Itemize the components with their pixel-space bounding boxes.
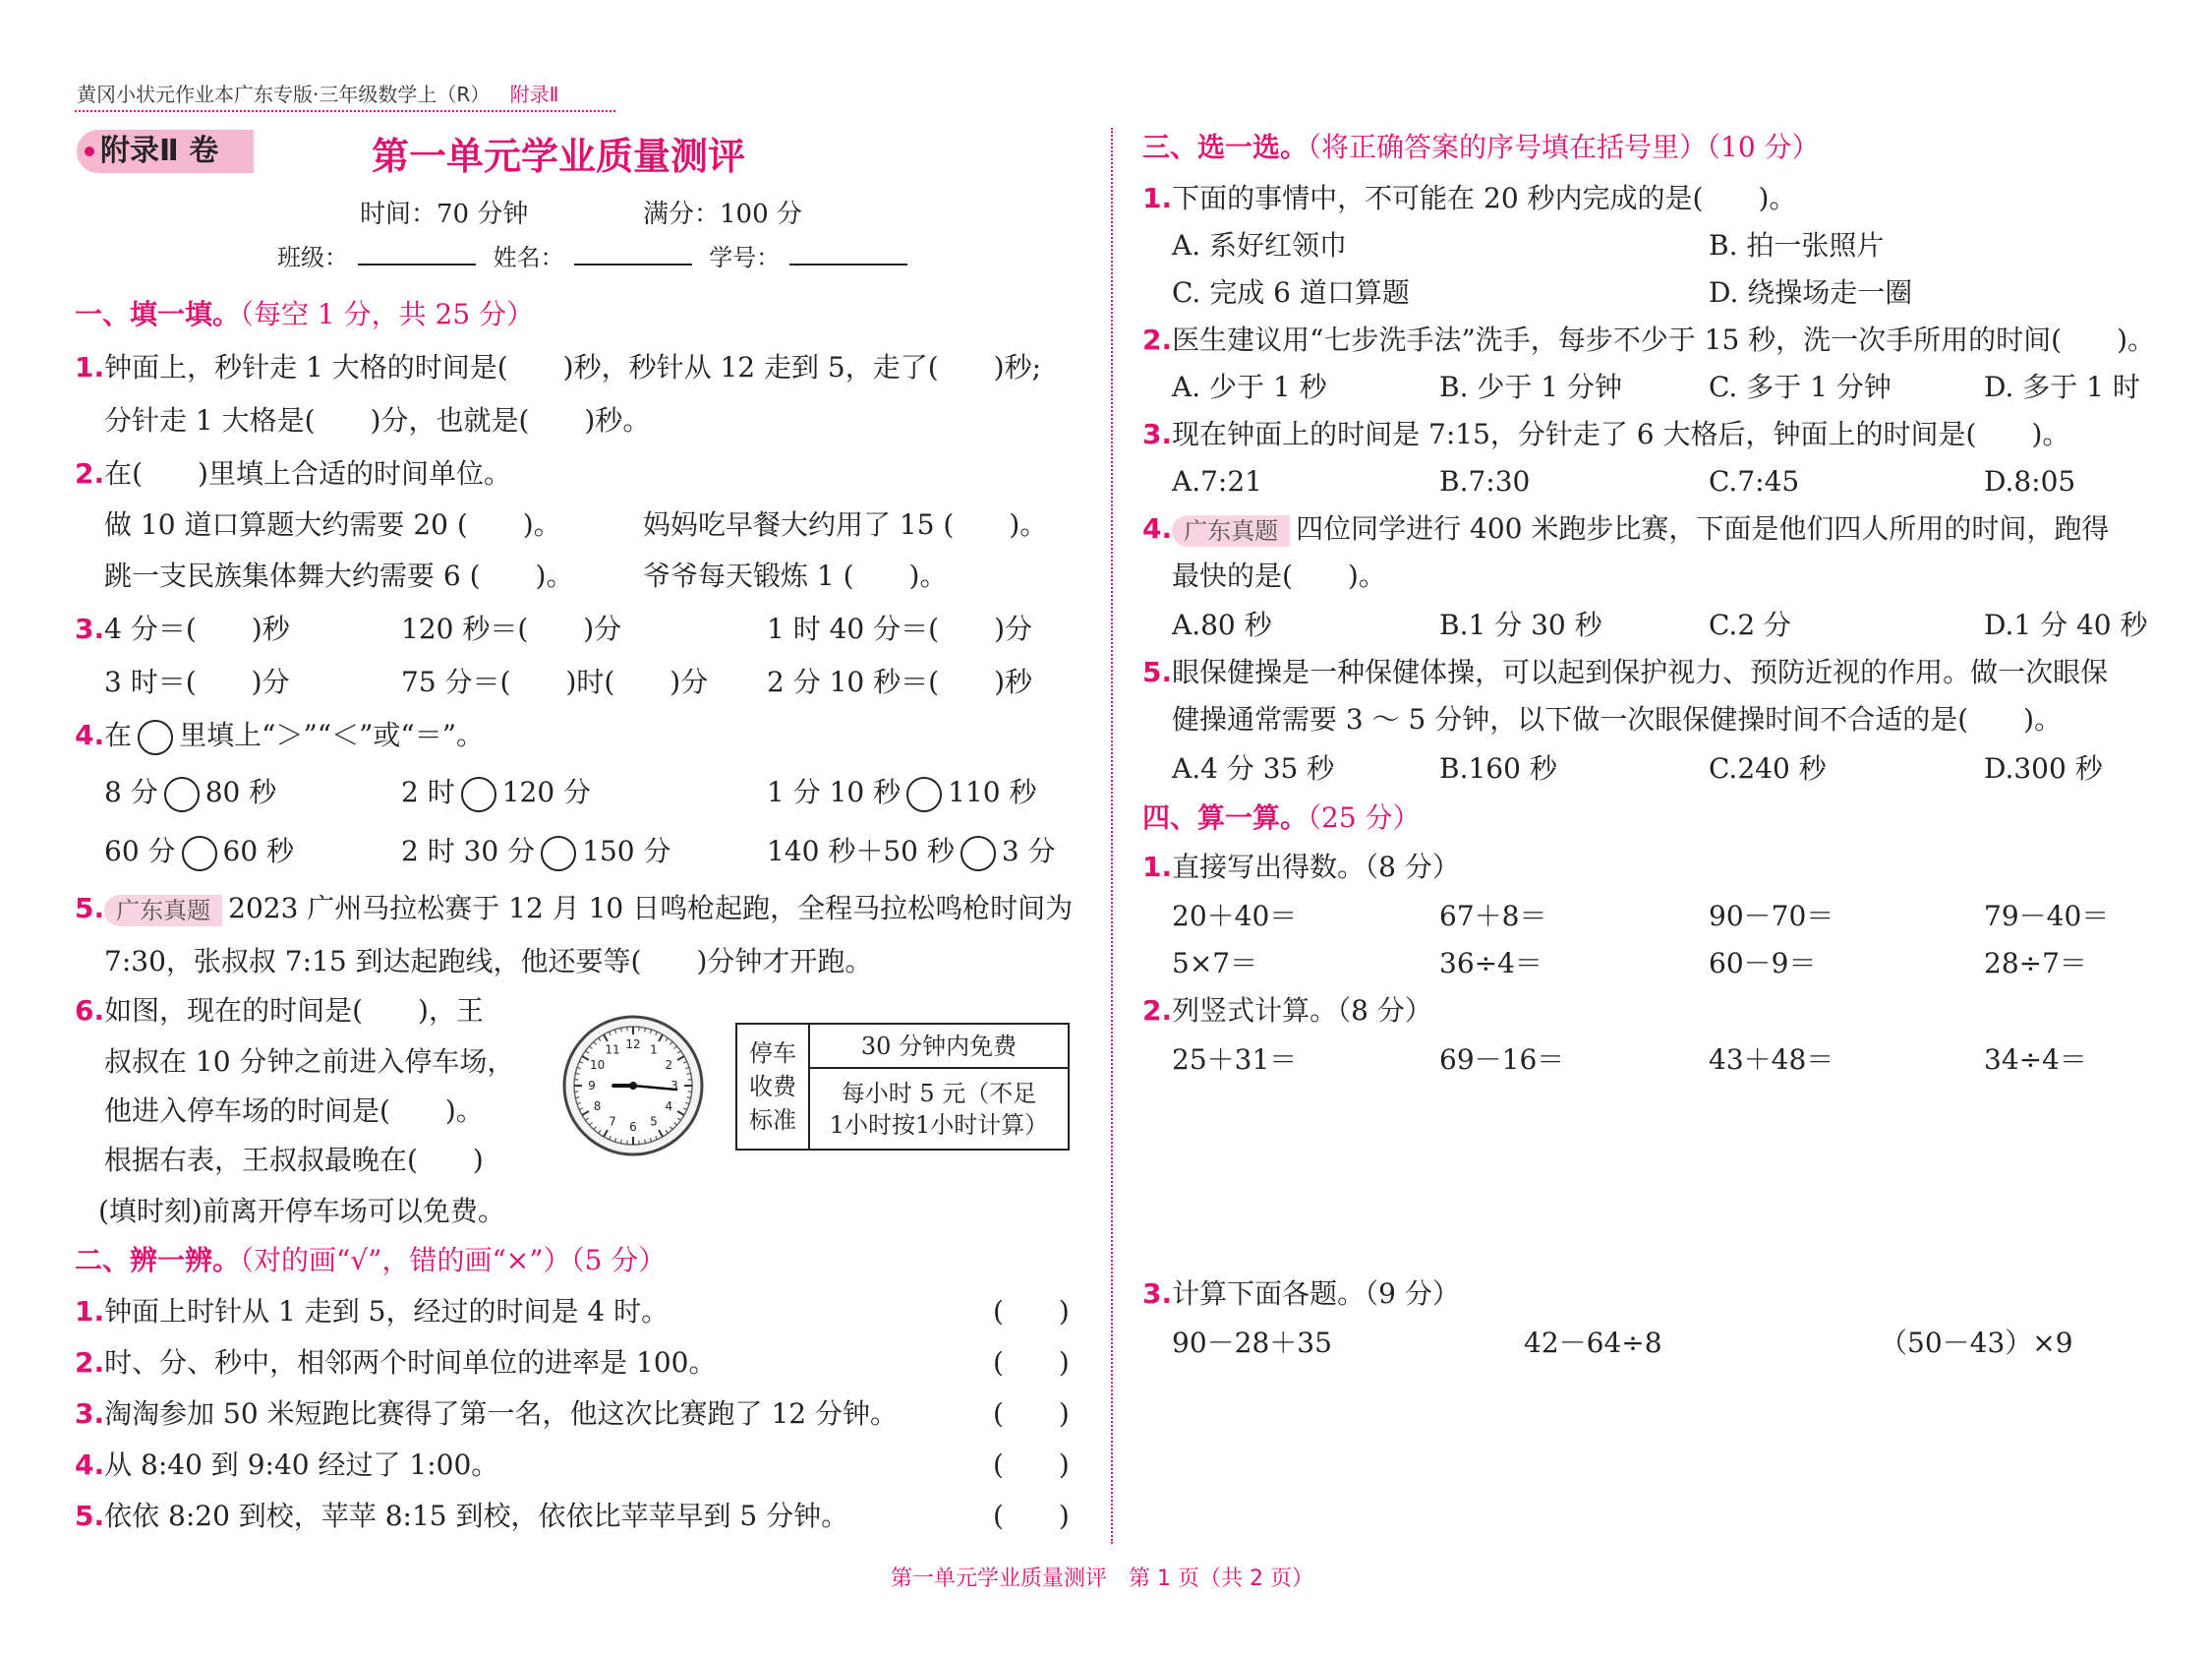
judge-item (75, 1394, 898, 1434)
q3-5-b[interactable]: B.160 秒 (1439, 752, 1557, 785)
compare-circle[interactable] (960, 836, 996, 871)
calc-item: 20＋40＝ (1172, 900, 1298, 932)
q-text: 时、分、秒中，相邻两个时间单位的进率是 100。 (104, 1346, 717, 1379)
left: 2 时 30 分 (401, 835, 536, 867)
compare-circle[interactable] (138, 720, 173, 755)
q1-1 (75, 348, 1041, 387)
q-text: 眼保健操是一种保健体操，可以起到保护视力、预防近视的作用。做一次眼保 (1172, 656, 2109, 688)
section-1-title (75, 293, 534, 332)
header-text: 黄冈小状元作业本广东专版·三年级数学上（R） (77, 83, 491, 106)
q-number: 3. (75, 613, 105, 645)
id-label: 学号： (709, 244, 781, 271)
q-number: 2. (1142, 994, 1173, 1027)
class-label: 班级： (277, 244, 348, 271)
compare-circle[interactable] (182, 836, 217, 871)
q1-6 (75, 991, 484, 1031)
q-text: 淘淘参加 50 米短跑比赛得了第一名，他这次比赛跑了 12 分钟。 (104, 1397, 898, 1430)
section-3-heading: 三、选一选。 (1142, 131, 1309, 163)
clock-icon (562, 1015, 704, 1156)
compare-circle[interactable] (461, 777, 496, 812)
calc-item: 67＋8＝ (1439, 900, 1547, 932)
q-text: 钟面上时针从 1 走到 5，经过的时间是 4 时。 (104, 1295, 669, 1328)
q1-5 (75, 889, 1073, 928)
calc-item: 28÷7＝ (1984, 947, 2087, 979)
right: 150 分 (582, 835, 671, 867)
q1-6-line2: 叔叔在 10 分钟之前进入停车场， (104, 1045, 515, 1078)
q3-1-d[interactable]: D. 绕操场走一圈 (1709, 276, 1913, 309)
answer-parentheses[interactable]: ( ) (993, 1500, 1070, 1532)
q3-5-c[interactable]: C.240 秒 (1709, 752, 1827, 785)
q-text: 下面的事情中，不可能在 20 秒内完成的是( )。 (1172, 182, 1797, 214)
exam-full-score: 满分：100 分 (643, 200, 802, 229)
right: 3 分 (1001, 835, 1056, 867)
calc-item: 42－64÷8 (1524, 1327, 1662, 1359)
q3-2-c[interactable]: C. 多于 1 分钟 (1709, 371, 1892, 403)
q-post: 里填上“＞”“＜”或“＝”。 (179, 719, 485, 751)
q-number: 6. (75, 994, 105, 1027)
q3-5-d[interactable]: D.300 秒 (1984, 752, 2103, 785)
q1-6-line3: 他进入停车场的时间是( )。 (104, 1094, 484, 1127)
calc-item: 90－28＋35 (1172, 1327, 1332, 1359)
section-3-note: （将正确答案的序号填在括号里）（10 分） (1308, 131, 1820, 163)
answer-parentheses[interactable]: ( ) (993, 1346, 1070, 1379)
page-footer: 第一单元学业质量测评 第 1 页（共 2 页） (891, 1566, 1313, 1591)
q-text: 四位同学进行 400 米跑步比赛，下面是他们四人所用的时间，跑得 (1296, 512, 2110, 545)
q1-4-a (104, 773, 276, 812)
clock-number: 2 (665, 1058, 673, 1072)
q-text: 在( )里填上合适的时间单位。 (104, 457, 511, 490)
right: 80 秒 (204, 776, 277, 808)
q1-4-e (401, 832, 671, 871)
table-row-1: 30 分钟内免费 (809, 1024, 1069, 1068)
right: 60 秒 (222, 835, 295, 867)
answer-parentheses[interactable]: ( ) (993, 1397, 1070, 1430)
compare-circle[interactable] (906, 777, 942, 812)
right: 120 分 (501, 776, 592, 808)
q3-2 (1142, 321, 2155, 360)
calc-item: 90－70＝ (1709, 900, 1834, 932)
q3-4-d[interactable]: D.1 分 40 秒 (1984, 609, 2148, 641)
q1-4-d (104, 832, 294, 871)
q3-3-a[interactable]: A.7:21 (1172, 465, 1262, 498)
section-1-heading: 一、填一填。 (75, 298, 241, 330)
q4-1 (1142, 848, 1460, 887)
answer-parentheses[interactable]: ( ) (993, 1448, 1070, 1481)
section-4-note: （25 分） (1308, 801, 1421, 834)
calc-item: 36÷4＝ (1439, 947, 1543, 979)
clock-number: 10 (589, 1058, 606, 1072)
clock-number: 3 (670, 1079, 678, 1093)
q1-3-a (75, 610, 290, 649)
judge-item (75, 1343, 716, 1383)
q-text: 钟面上，秒针走 1 大格的时间是( )秒，秒针从 12 走到 5，走了( )秒; (104, 351, 1042, 384)
calc-item: 25＋31＝ (1172, 1043, 1298, 1076)
calc-item: 5×7＝ (1172, 947, 1258, 979)
q3-1 (1142, 179, 1796, 218)
q1-6-line4: 根据右表，王叔叔最晚在( ) (104, 1144, 484, 1176)
q-text: 依依 8:20 到校，苹苹 8:15 到校，依依比苹苹早到 5 分钟。 (104, 1500, 849, 1532)
student-info (277, 238, 917, 277)
judge-item (75, 1497, 848, 1536)
calc-item: 79－40＝ (1984, 900, 2110, 932)
answer-parentheses[interactable]: ( ) (993, 1295, 1070, 1328)
column-divider (1111, 128, 1113, 1544)
q-number: 5. (75, 892, 105, 924)
q-text: 列竖式计算。（8 分） (1172, 994, 1432, 1027)
q3-4-c[interactable]: C.2 分 (1709, 609, 1792, 641)
q-text: 2023 广州马拉松赛于 12 月 10 日鸣枪起跑，全程马拉松鸣枪时间为 (228, 892, 1074, 924)
q-number: 4. (75, 1448, 105, 1481)
calc-item: 34÷4＝ (1984, 1043, 2087, 1076)
q1-3-f: 2 分 10 秒＝( )秒 (767, 666, 1032, 698)
header-divider (75, 110, 615, 112)
q-number: 3. (1142, 418, 1173, 450)
q-number: 5. (75, 1500, 105, 1532)
q3-4-a[interactable]: A.80 秒 (1172, 609, 1272, 641)
q-text: 医生建议用“七步洗手法”洗手，每步不少于 15 秒，洗一次手所用的时间( )。 (1172, 324, 2156, 356)
q3-5-a[interactable]: A.4 分 35 秒 (1172, 752, 1335, 785)
section-2-heading: 二、辨一辨。 (75, 1244, 241, 1276)
q-number: 2. (75, 457, 105, 490)
clock-number: 12 (625, 1037, 641, 1051)
q3-4-line2: 最快的是( )。 (1172, 560, 1386, 592)
row-2-line-1: 每小时 5 元（不足 (841, 1079, 1037, 1107)
q1-2 (75, 454, 511, 494)
row-2-line-2: 1小时按1小时计算） (829, 1110, 1049, 1139)
calc-item: 69－16＝ (1439, 1043, 1565, 1076)
left: 1 分 10 秒 (767, 776, 902, 808)
left: 60 分 (104, 835, 176, 867)
q3-3-c[interactable]: C.7:45 (1709, 465, 1800, 498)
q3-5 (1142, 653, 2108, 692)
q-number: 2. (75, 1346, 105, 1379)
q3-4 (1142, 509, 2109, 549)
q3-2-b[interactable]: B. 少于 1 分钟 (1439, 371, 1622, 403)
name-label: 姓名： (493, 244, 564, 271)
q-text: 从 8:40 到 9:40 经过了 1:00。 (104, 1448, 499, 1481)
left: 2 时 (401, 776, 455, 808)
clock-number: 9 (588, 1079, 596, 1093)
clock-number: 1 (650, 1042, 658, 1057)
q-number: 1. (75, 351, 105, 384)
guangdong-tag: 广东真题 (1172, 515, 1290, 547)
judge-item (75, 1446, 498, 1485)
clock-number: 5 (650, 1114, 658, 1129)
table-row-2 (809, 1068, 1069, 1150)
q-pre: 在 (104, 719, 133, 751)
clock-number: 11 (605, 1042, 620, 1057)
compare-circle[interactable] (541, 836, 576, 871)
q3-3 (1142, 415, 2069, 454)
q1-1-line2: 分针走 1 大格是( )分，也就是( )秒。 (104, 404, 651, 437)
clock-number: 8 (593, 1099, 602, 1113)
judge-item (75, 1292, 669, 1331)
q3-1-c[interactable]: C. 完成 6 道口算题 (1172, 276, 1410, 309)
q1-4-b (401, 773, 591, 812)
parking-fee-table (735, 1023, 1070, 1151)
table-header (736, 1024, 809, 1150)
calc-item: 60－9＝ (1709, 947, 1817, 979)
appendix-badge: 附录Ⅱ 卷 (77, 130, 254, 173)
q4-3 (1142, 1274, 1460, 1314)
q1-3-d: 3 时＝( )分 (104, 666, 290, 698)
q4-2 (1142, 991, 1432, 1031)
q1-4-c (767, 773, 1037, 812)
q-text: 计算下面各题。（9 分） (1172, 1277, 1460, 1310)
q3-3-d[interactable]: D.8:05 (1984, 465, 2076, 498)
clock-number: 6 (629, 1120, 637, 1134)
calc-item: 43＋48＝ (1709, 1043, 1834, 1076)
q3-3-b[interactable]: B.7:30 (1439, 465, 1531, 498)
q1-2-c: 跳一支民族集体舞大约需要 6 ( )。 (104, 560, 574, 592)
q-number: 2. (1142, 324, 1173, 356)
q3-5-line2: 健操通常需要 3 ～ 5 分钟，以下做一次眼保健操时间不合适的是( )。 (1172, 703, 2063, 736)
page-header (77, 79, 558, 107)
q3-4-b[interactable]: B.1 分 30 秒 (1439, 609, 1602, 641)
q-number: 1. (1142, 182, 1173, 214)
section-1-note: （每空 1 分，共 25 分） (240, 298, 535, 330)
q-number: 3. (1142, 1277, 1173, 1310)
class-field[interactable] (358, 242, 476, 266)
clock-number: 4 (665, 1099, 673, 1113)
q1-4 (75, 716, 484, 755)
compare-circle[interactable] (164, 777, 200, 812)
section-2-title (75, 1239, 666, 1278)
q3-2-a[interactable]: A. 少于 1 秒 (1172, 371, 1327, 403)
q1-2-d: 爷爷每天锻炼 1 ( )。 (643, 560, 948, 592)
section-4-title (1142, 797, 1421, 836)
q-number: 1. (1142, 851, 1173, 883)
q-text: 如图，现在的时间是( )，王 (104, 994, 484, 1027)
calc-item: （50－43）×9 (1880, 1327, 2073, 1359)
clock-number: 7 (609, 1114, 616, 1129)
q-number: 1. (75, 1295, 105, 1328)
q1-3-b: 120 秒＝( )分 (401, 613, 622, 645)
q1-3-e: 75 分＝( )时( )分 (401, 666, 709, 698)
q-number: 3. (75, 1397, 105, 1430)
q1-4-f (767, 832, 1056, 871)
q3-2-d[interactable]: D. 多于 1 时 (1984, 371, 2140, 403)
section-4-heading: 四、算一算。 (1142, 801, 1309, 834)
right: 110 秒 (948, 776, 1037, 808)
name-field[interactable] (574, 242, 692, 266)
q1-2-b: 妈妈吃早餐大约用了 15 ( )。 (643, 508, 1048, 541)
left: 8 分 (104, 776, 158, 808)
q-text: 现在钟面上的时间是 7:15，分针走了 6 大格后，钟面上的时间是( )。 (1172, 418, 2070, 450)
id-field[interactable] (789, 242, 907, 266)
q-number: 4. (75, 719, 105, 751)
q3-1-a[interactable]: A. 系好红领巾 (1172, 229, 1348, 262)
q1-2-a: 做 10 道口算题大约需要 20 ( )。 (104, 508, 561, 541)
q-number: 4. (1142, 512, 1173, 545)
left: 140 秒＋50 秒 (767, 835, 955, 867)
page-title: 第一单元学业质量测评 (372, 135, 746, 178)
q3-1-b[interactable]: B. 拍一张照片 (1709, 229, 1885, 262)
table-head-text: 停车 收费 标准 (749, 1039, 796, 1134)
q-text: 直接写出得数。（8 分） (1172, 851, 1460, 883)
q-number: 5. (1142, 656, 1173, 688)
exam-time: 时间：70 分钟 (360, 200, 529, 229)
q1-5-line2: 7:30，张叔叔 7:15 到达起跑线，他还要等( )分钟才开跑。 (104, 945, 873, 977)
guangdong-tag: 广东真题 (104, 895, 222, 926)
section-3-title (1142, 126, 1820, 165)
header-tag: 附录Ⅱ (509, 83, 559, 106)
section-2-note: （对的画“√”，错的画“×”）（5 分） (240, 1244, 667, 1276)
q1-6-line5: (填时刻)前离开停车场可以免费。 (98, 1195, 505, 1227)
q1-3-c: 1 时 40 分＝( )分 (767, 613, 1032, 645)
q-text: 4 分＝( )秒 (104, 613, 290, 645)
